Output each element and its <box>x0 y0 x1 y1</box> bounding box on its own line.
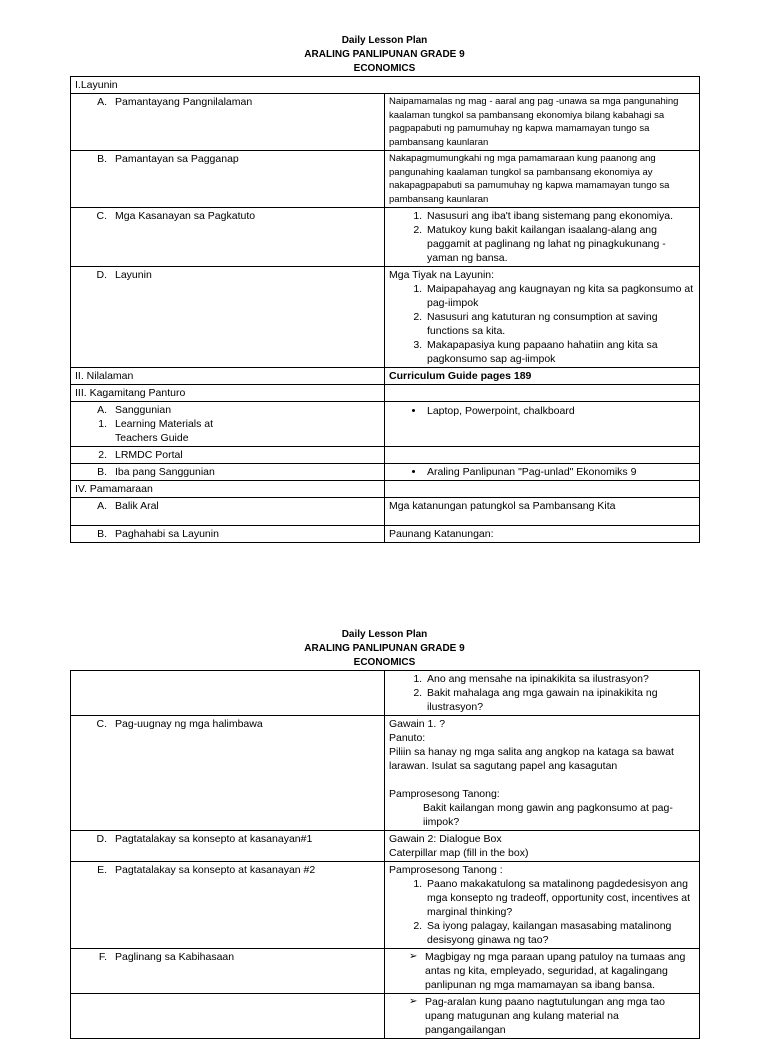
row-label: A. <box>97 500 107 512</box>
row-b <box>71 151 700 208</box>
list-item: 2. Nasusuri ang katuturan ng consumption at saving functions sa kita. <box>425 310 695 338</box>
pamprosesong-tanong: Pamprosesong Tanong : <box>389 864 503 876</box>
row-layunin-heading <box>71 77 700 94</box>
row-title: Layunin <box>115 269 152 281</box>
page-1 <box>70 34 699 543</box>
row-label: C. <box>96 210 107 222</box>
list-item: • Araling Panlipunan "Pag-unlad" Ekonomiks 9 <box>425 465 695 479</box>
panuto-label: Panuto: <box>389 732 426 744</box>
row-c <box>71 208 700 267</box>
row-label: 2. <box>98 449 107 461</box>
activity-list <box>389 995 695 1037</box>
lesson-table-1 <box>70 76 700 543</box>
question-list <box>389 877 695 947</box>
row-title: Iba pang Sanggunian <box>115 466 215 478</box>
row-title: Pamantayan sa Pagganap <box>115 153 239 165</box>
doc-subtitle: ECONOMICS <box>353 63 416 74</box>
row-label: D. <box>96 833 107 845</box>
row-title: Paghahabi sa Layunin <box>115 528 219 540</box>
row-title: Paglinang sa Kabihasaan <box>115 951 235 963</box>
question-list <box>389 672 695 714</box>
doc-title: Daily Lesson Plan <box>341 35 428 46</box>
row-lrmdc <box>71 447 700 464</box>
list-item: 2. Bakit mahalaga ang mga gawain na ipinakikita ng ilustrasyon? <box>425 686 695 714</box>
row-d <box>71 267 700 368</box>
doc-header <box>70 628 699 670</box>
row-balik-aral <box>71 498 700 526</box>
list-item: 1. Maipapahayag ang kaugnayan ng kita sa pagkonsumo at pag-iimpok <box>425 282 695 310</box>
doc-subject: ARALING PANLIPUNAN GRADE 9 <box>304 49 465 60</box>
row-label: C. <box>96 718 107 730</box>
list-item: 1. Ano ang mensahe na ipinakikita sa ilustrasyon? <box>425 672 695 686</box>
row-iba <box>71 464 700 481</box>
row-g <box>71 994 700 1039</box>
list-item: ➢ Pag-aralan kung paano nagtutulungan ang mga tao upang matugunan ang kulang material na pangangailangan <box>409 995 695 1037</box>
list-item: 1. Paano makakatulong sa matalinong pagdedesisyon ang mga konsepto ng tradeoff, opportunity cost, incentives at marginal thinking? <box>425 877 695 919</box>
list-item: • Laptop, Powerpoint, chalkboard <box>425 404 695 418</box>
pamamaraan-heading: IV. Pamamaraan <box>71 481 385 498</box>
list-item: ➢ Magbigay ng mga paraan upang patuloy na tumaas ang antas ng kita, empleyado, seguridad, at kagalingang panlipunan ng mga mamamayan sa ibang bansa. <box>409 950 695 992</box>
doc-subject: ARALING PANLIPUNAN GRADE 9 <box>304 643 465 654</box>
row-title: Mga Kasanayan sa Pagkatuto <box>115 210 256 222</box>
row-label: B. <box>97 528 107 540</box>
row-title: Pag-uugnay ng mga halimbawa <box>115 718 263 730</box>
row-sanggunian <box>71 402 700 447</box>
question-text: Bakit kailangan mong gawin ang pagkonsumo at pag-iimpok? <box>423 802 673 828</box>
row-value: Mga katanungan patungkol sa Pambansang Kita <box>385 498 700 526</box>
row-label: F. <box>98 951 107 963</box>
row-title: Pagtatalakay sa konsepto at kasanayan#1 <box>115 833 313 845</box>
row-label: A. <box>97 404 107 416</box>
row-title: Balik Aral <box>115 500 159 512</box>
doc-subtitle: ECONOMICS <box>353 657 416 668</box>
layunin-heading: I.Layunin <box>71 77 700 94</box>
row-value: Nakapagmumungkahi ng mga pamamaraan kung paanong ang pangunahing kaalaman tungkol sa pambansang ekonomiya ay nakapagpapabuti sa pamumuhay ng kapwa mamamayan tungo sa pambansang kaunlaran <box>385 151 700 208</box>
lesson-table-2 <box>70 670 700 1039</box>
row-paghahabi <box>71 526 700 543</box>
kagamitan-heading: III. Kagamitang Panturo <box>71 385 385 402</box>
row-title: Learning Materials at Teachers Guide <box>115 418 214 444</box>
caterpillar-map: Caterpillar map (fill in the box) <box>389 847 529 859</box>
row-questions <box>71 671 700 716</box>
row-value: Paunang Katanungan: <box>385 526 700 543</box>
layunin-list <box>389 282 695 366</box>
row-nilalaman <box>71 368 700 385</box>
row-pamamaraan <box>71 481 700 498</box>
list-item: 2. Matukoy kung bakit kailangan isaalang-alang ang paggamit at paglinang ng lahat ng pinagkukunang - yaman ng bansa. <box>425 223 695 265</box>
row-title: LRMDC Portal <box>115 449 183 461</box>
panuto-text: Piliin sa hanay ng mga salita ang angkop na kataga sa bawat larawan. Isulat sa sagutang papel ang kasagutan <box>389 746 674 772</box>
kasanayan-list <box>389 209 695 265</box>
row-title: Pamantayang Pangnilalaman <box>115 96 253 108</box>
row-label: D. <box>96 269 107 281</box>
curriculum-guide: Curriculum Guide pages 189 <box>385 368 700 385</box>
list-item: 2. Sa iyong palagay, kailangan masasabing matalinong desisyong ginawa ng tao? <box>425 919 695 947</box>
row-d <box>71 831 700 862</box>
row-title: Sanggunian <box>115 404 172 416</box>
row-label: B. <box>97 153 107 165</box>
list-item: 1. Nasusuri ang iba't ibang sistemang pang ekonomiya. <box>425 209 695 223</box>
doc-header <box>70 34 699 76</box>
row-value: Naipamamalas ng mag - aaral ang pag -unawa sa mga pangunahing kaalaman tungkol sa pambansang ekonomiya bilang kabahagi sa pagpapabuti ng pamumuhay ng kapwa mamamayan tungo sa pambansang kaunlaran <box>385 94 700 151</box>
pamprosesong-tanong: Pamprosesong Tanong: <box>389 788 500 800</box>
gawain-2: Gawain 2: Dialogue Box <box>389 833 502 845</box>
row-title: Pagtatalakay sa konsepto at kasanayan #2 <box>115 864 316 876</box>
row-label: B. <box>97 466 107 478</box>
iba-list <box>389 465 695 479</box>
nilalaman-heading: II. Nilalaman <box>71 368 385 385</box>
materials-list <box>389 404 695 418</box>
row-e <box>71 862 700 949</box>
row-a <box>71 94 700 151</box>
doc-title: Daily Lesson Plan <box>341 629 428 640</box>
gawain-1: Gawain 1. ? <box>389 718 446 730</box>
row-label: E. <box>97 864 107 876</box>
list-item: 3. Makapapasiya kung papaano hahatiin ang kita sa pagkonsumo sap ag-iimpok <box>425 338 695 366</box>
row-kagamitan <box>71 385 700 402</box>
row-label: 1. <box>98 418 107 430</box>
page-2 <box>70 628 699 1039</box>
row-label: A. <box>97 96 107 108</box>
row-f <box>71 949 700 994</box>
row-c <box>71 716 700 831</box>
kabihasaan-list <box>389 950 695 992</box>
layunin-intro: Mga Tiyak na Layunin: <box>389 269 495 281</box>
